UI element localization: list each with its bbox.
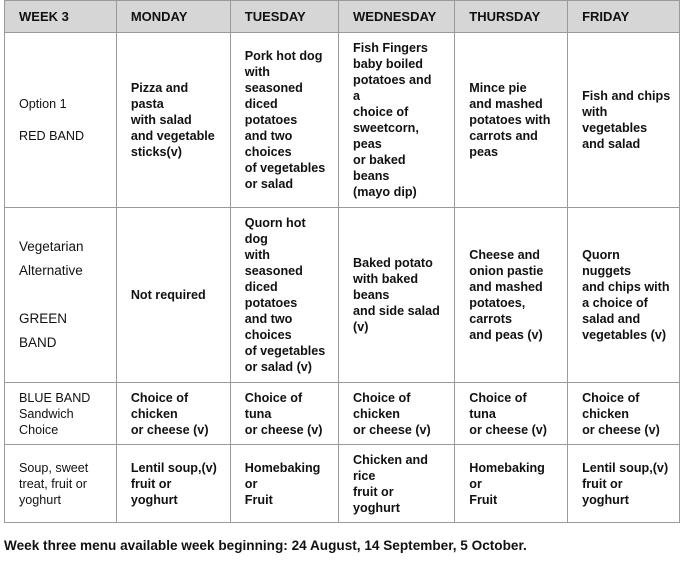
menu-cell-wednesday [339, 208, 455, 383]
row-label-blue-band [5, 383, 117, 445]
menu-cell-tuesday [230, 445, 338, 523]
menu-cell-text: Lentil soup,(v) fruit or yoghurt [582, 460, 669, 507]
menu-cell-monday [116, 445, 230, 523]
day-header-tuesday: TUESDAY [230, 1, 338, 33]
menu-cell-text: Pork hot dog with seasoned diced potatoes and two choices of vegetables or salad [244, 49, 326, 191]
menu-cell-text: Baked potato with baked beans and side salad (v) [353, 256, 440, 334]
row-label-green-band [5, 208, 117, 383]
menu-cell-friday [568, 445, 680, 523]
menu-cell-text: Not required [130, 288, 206, 302]
menu-cell-text: Choice of tuna or cheese (v) [244, 390, 323, 437]
menu-cell-text: Pizza and pasta with salad and vegetable sticks(v) [130, 81, 215, 159]
menu-cell-text: Choice of chicken or cheese (v) [130, 390, 209, 437]
menu-cell-thursday [455, 33, 568, 208]
row-label-text: BLUE BAND Sandwich Choice [19, 390, 91, 437]
menu-cell-wednesday [339, 33, 455, 208]
menu-cell-text: Fish Fingers baby boiled potatoes and a choice of sweetcorn, peas or baked beans (mayo dip) [353, 41, 432, 199]
menu-cell-text: Homebaking or Fruit [244, 460, 321, 507]
row-label-text: Soup, sweet treat, fruit or yoghurt [19, 460, 89, 507]
menu-cell-text: Cheese and onion pastie and mashed potatoes, carrots and peas (v) [469, 248, 544, 342]
menu-cell-text: Quorn hot dog with seasoned diced potatoes and two choices of vegetables or salad (v) [244, 216, 326, 374]
day-header-monday: MONDAY [116, 1, 230, 33]
menu-cell-wednesday [339, 445, 455, 523]
row-label-red-band [5, 33, 117, 208]
table-row-blue-band [5, 383, 680, 445]
menu-cell-monday [116, 208, 230, 383]
menu-cell-text: Choice of chicken or cheese (v) [353, 390, 431, 437]
week-header: WEEK 3 [5, 1, 117, 33]
menu-cell-friday [568, 383, 680, 445]
menu-table [4, 0, 680, 523]
menu-cell-monday [116, 383, 230, 445]
menu-cell-text: Chicken and rice fruit or yoghurt [353, 452, 428, 515]
menu-cell-text: Homebaking or Fruit [469, 460, 545, 507]
day-header-thursday: THURSDAY [455, 1, 568, 33]
menu-cell-tuesday [230, 208, 338, 383]
menu-cell-friday [568, 33, 680, 208]
menu-cell-text: Fish and chips with vegetables and salad [582, 89, 671, 151]
menu-cell-thursday [455, 445, 568, 523]
table-row-soup-sweet [5, 445, 680, 523]
menu-cell-thursday [455, 383, 568, 445]
day-header-wednesday: WEDNESDAY [339, 1, 455, 33]
menu-cell-monday [116, 33, 230, 208]
menu-cell-friday [568, 208, 680, 383]
menu-cell-text: Choice of tuna or cheese (v) [469, 390, 547, 437]
header-row [5, 1, 680, 33]
row-label-text: Option 1 RED BAND [19, 97, 85, 143]
day-header-friday: FRIDAY [568, 1, 680, 33]
menu-cell-tuesday [230, 33, 338, 208]
menu-cell-wednesday [339, 383, 455, 445]
row-label-text: Vegetarian Alternative GREEN BAND [19, 239, 84, 350]
table-row-green-band [5, 208, 680, 383]
menu-cell-thursday [455, 208, 568, 383]
row-label-soup-sweet [5, 445, 117, 523]
table-row-red-band [5, 33, 680, 208]
menu-cell-text: Choice of chicken or cheese (v) [582, 390, 660, 437]
menu-cell-text: Lentil soup,(v) fruit or yoghurt [130, 460, 217, 507]
menu-cell-tuesday [230, 383, 338, 445]
menu-cell-text: Quorn nuggets and chips with a choice of salad and vegetables (v) [582, 248, 670, 342]
menu-cell-text: Mince pie and mashed potatoes with carrots and peas [469, 81, 551, 159]
footer-note: Week three menu available week beginning: 24 August, 14 September, 5 October. [4, 538, 527, 553]
